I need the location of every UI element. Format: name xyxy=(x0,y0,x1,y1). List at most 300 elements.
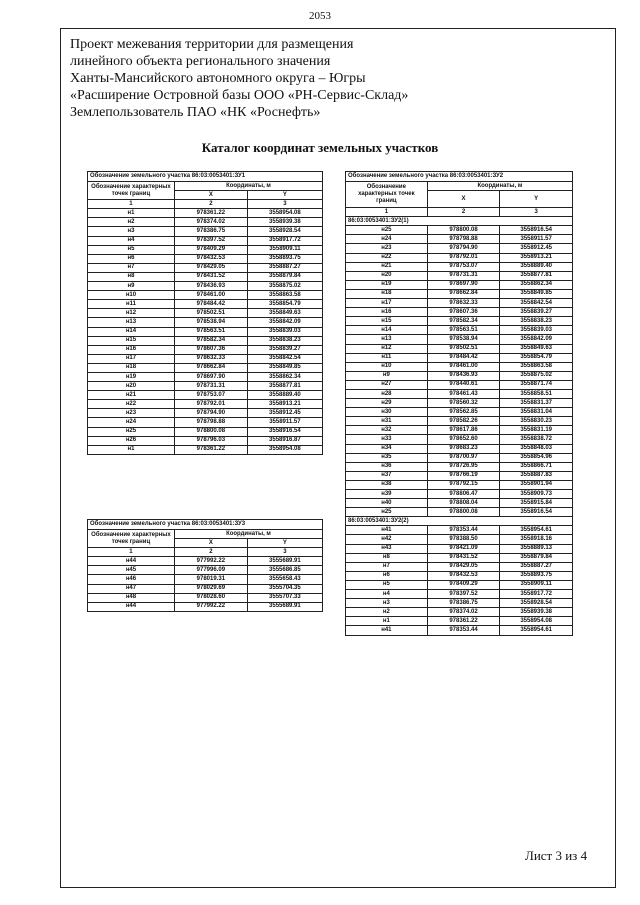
x-coordinate: 978019.31 xyxy=(174,575,247,584)
y-coordinate: 3558879.84 xyxy=(247,272,322,281)
point-label: н26 xyxy=(88,436,175,445)
column-number: 1 xyxy=(88,548,175,557)
point-label: н30 xyxy=(346,408,428,417)
table-row xyxy=(88,272,323,281)
table-row xyxy=(88,345,323,354)
document-header xyxy=(70,36,590,121)
point-label: н25 xyxy=(346,508,428,517)
table-row xyxy=(88,291,323,300)
x-coordinate: 978461.00 xyxy=(174,291,247,300)
point-label: н15 xyxy=(346,317,428,326)
y-coordinate: 3558862.34 xyxy=(500,280,573,289)
point-label: н14 xyxy=(346,326,428,335)
x-coordinate: 977992.22 xyxy=(174,602,247,611)
point-label: н2 xyxy=(346,608,428,617)
point-label: н22 xyxy=(88,400,175,409)
y-coordinate: 3558838.23 xyxy=(247,336,322,345)
y-coordinate: 3558838.72 xyxy=(500,435,573,444)
x-coordinate: 978361.22 xyxy=(174,445,247,454)
x-coordinate: 978562.85 xyxy=(427,408,500,417)
header-line: «Расширение Островной базы ООО «РН-Сервис-Склад» xyxy=(70,88,409,103)
table-row xyxy=(346,608,573,617)
x-coordinate: 978753.07 xyxy=(174,391,247,400)
y-coordinate: 3558887.27 xyxy=(247,263,322,272)
table-row xyxy=(346,426,573,435)
x-coordinate: 977996.09 xyxy=(174,566,247,575)
table-row xyxy=(346,317,573,326)
table-row xyxy=(88,382,323,391)
point-label: н11 xyxy=(88,300,175,309)
y-coordinate: 3558862.34 xyxy=(247,372,322,381)
table-row xyxy=(88,445,323,454)
point-label: н5 xyxy=(346,580,428,589)
table-row xyxy=(88,227,323,236)
y-coordinate: 3558830.23 xyxy=(500,417,573,426)
point-label: н31 xyxy=(346,417,428,426)
x-coordinate: 978431.52 xyxy=(427,553,500,562)
point-label: н6 xyxy=(88,254,175,263)
y-coordinate: 3558928.54 xyxy=(247,227,322,236)
x-coordinate: 978374.02 xyxy=(427,608,500,617)
point-label: н13 xyxy=(88,318,175,327)
header-line: Проект межевания территории для размещения xyxy=(70,37,354,52)
table-row xyxy=(346,553,573,562)
x-coordinate: 978697.90 xyxy=(427,280,500,289)
point-label: н34 xyxy=(346,444,428,453)
x-coordinate: 978726.95 xyxy=(427,462,500,471)
table-row xyxy=(346,435,573,444)
catalog-title: Каталог координат земельных участков xyxy=(201,140,439,155)
y-coordinate: 3558901.94 xyxy=(500,480,573,489)
x-coordinate: 978806.47 xyxy=(427,490,500,499)
header-line: линейного объекта регионального значения xyxy=(70,54,331,69)
y-coordinate: 3558849.63 xyxy=(247,309,322,318)
y-coordinate: 3555707.33 xyxy=(247,593,322,602)
table-row xyxy=(346,253,573,262)
table-row xyxy=(346,626,573,635)
point-label: н29 xyxy=(346,399,428,408)
y-coordinate: 3558875.02 xyxy=(247,282,322,291)
y-coordinate: 3558854.79 xyxy=(500,353,573,362)
table-row xyxy=(88,327,323,336)
table-row xyxy=(88,557,323,566)
x-coordinate: 978440.61 xyxy=(427,380,500,389)
point-label: н24 xyxy=(88,418,175,427)
point-label: н23 xyxy=(346,244,428,253)
point-label: н8 xyxy=(88,272,175,281)
y-coordinate: 3558918.16 xyxy=(500,535,573,544)
point-label: н37 xyxy=(346,471,428,480)
y-coordinate: 3558854.96 xyxy=(500,453,573,462)
table-row xyxy=(346,462,573,471)
point-label: н45 xyxy=(88,566,175,575)
column-number: 1 xyxy=(88,200,175,209)
section-label: 86:03:0053401:ЗУ2(2) xyxy=(346,517,573,526)
table-row xyxy=(346,580,573,589)
y-coordinate: 3558911.57 xyxy=(247,418,322,427)
x-coordinate: 978800.08 xyxy=(174,427,247,436)
point-label: н32 xyxy=(346,426,428,435)
y-coordinate: 3558954.08 xyxy=(247,445,322,454)
y-coordinate: 3558858.51 xyxy=(500,389,573,398)
column-number: 3 xyxy=(500,208,573,217)
y-coordinate: 3558866.71 xyxy=(500,462,573,471)
point-label: н7 xyxy=(346,562,428,571)
y-coordinate: 3558911.57 xyxy=(500,235,573,244)
table-row xyxy=(346,480,573,489)
table-row xyxy=(88,254,323,263)
y-coordinate: 3558877.81 xyxy=(247,382,322,391)
table-row xyxy=(346,271,573,280)
point-label: н1 xyxy=(88,209,175,218)
table-title: Обозначение земельного участка 86:03:0053401:ЗУ2 xyxy=(346,172,573,182)
point-label: н4 xyxy=(88,236,175,245)
point-label: н44 xyxy=(88,602,175,611)
point-label: н10 xyxy=(346,362,428,371)
y-coordinate: 3558917.72 xyxy=(247,236,322,245)
point-column-header: Обозначение характерных точек границ xyxy=(88,182,175,200)
x-coordinate: 978794.90 xyxy=(174,409,247,418)
point-label: н1 xyxy=(346,617,428,626)
x-coordinate: 978731.31 xyxy=(174,382,247,391)
coordinates-column-header: Координаты, м xyxy=(174,530,322,539)
point-label: н11 xyxy=(346,353,428,362)
point-label: н3 xyxy=(346,599,428,608)
y-coordinate: 3558879.84 xyxy=(500,553,573,562)
table-row xyxy=(346,226,573,235)
sheet-number: Лист 3 из 4 xyxy=(525,848,588,863)
point-label: н23 xyxy=(88,409,175,418)
coordinates-table-zu3 xyxy=(87,519,323,612)
y-column-header: Y xyxy=(500,191,573,208)
x-coordinate: 978766.19 xyxy=(427,471,500,480)
point-label: н38 xyxy=(346,480,428,489)
point-label: н25 xyxy=(346,226,428,235)
table-row xyxy=(346,344,573,353)
table-row xyxy=(346,371,573,380)
point-label: н33 xyxy=(346,435,428,444)
x-coordinate: 978632.33 xyxy=(174,354,247,363)
y-coordinate: 3558831.04 xyxy=(500,408,573,417)
column-number: 1 xyxy=(346,208,428,217)
point-label: н16 xyxy=(88,345,175,354)
point-label: н41 xyxy=(346,626,428,635)
y-coordinate: 3558871.74 xyxy=(500,380,573,389)
x-coordinate: 978353.44 xyxy=(427,526,500,535)
y-coordinate: 3558916.54 xyxy=(247,427,322,436)
y-coordinate: 3558875.02 xyxy=(500,371,573,380)
table-row xyxy=(346,308,573,317)
x-coordinate: 978502.51 xyxy=(427,344,500,353)
y-coordinate: 3558863.58 xyxy=(500,362,573,371)
column-number: 2 xyxy=(427,208,500,217)
y-coordinate: 3558954.61 xyxy=(500,526,573,535)
point-label: н12 xyxy=(88,309,175,318)
x-coordinate: 978617.86 xyxy=(427,426,500,435)
x-coordinate: 978361.22 xyxy=(427,617,500,626)
column-number: 2 xyxy=(174,548,247,557)
y-coordinate: 3558842.09 xyxy=(247,318,322,327)
table-row xyxy=(88,263,323,272)
table-row xyxy=(88,602,323,611)
x-coordinate: 978662.84 xyxy=(174,363,247,372)
x-coordinate: 978800.08 xyxy=(427,508,500,517)
table-row xyxy=(346,280,573,289)
y-coordinate: 3558839.27 xyxy=(500,308,573,317)
x-coordinate: 978432.53 xyxy=(427,571,500,580)
table-header-row xyxy=(88,182,323,191)
column-number: 3 xyxy=(247,200,322,209)
coordinates-column-header: Координаты, м xyxy=(427,182,572,191)
y-coordinate: 3558849.85 xyxy=(500,289,573,298)
x-coordinate: 978632.33 xyxy=(427,299,500,308)
y-coordinate: 3555686.85 xyxy=(247,566,322,575)
table-row xyxy=(346,289,573,298)
x-coordinate: 978429.05 xyxy=(174,263,247,272)
point-label: н22 xyxy=(346,253,428,262)
point-label: н7 xyxy=(88,263,175,272)
x-coordinate: 978538.94 xyxy=(174,318,247,327)
x-coordinate: 978582.26 xyxy=(427,417,500,426)
y-coordinate: 3558842.54 xyxy=(247,354,322,363)
y-coordinate: 3558928.54 xyxy=(500,599,573,608)
x-coordinate: 978502.51 xyxy=(174,309,247,318)
table-row xyxy=(346,389,573,398)
header-line: Ханты-Мансийского автономного округа – Югры xyxy=(70,71,366,86)
column-number: 3 xyxy=(247,548,322,557)
y-coordinate: 3558909.11 xyxy=(247,245,322,254)
y-coordinate: 3558839.27 xyxy=(247,345,322,354)
table-row xyxy=(346,353,573,362)
x-coordinate: 978538.94 xyxy=(427,335,500,344)
x-coordinate: 978652.60 xyxy=(427,435,500,444)
point-label: н46 xyxy=(88,575,175,584)
x-coordinate: 978397.52 xyxy=(174,236,247,245)
table-row xyxy=(346,490,573,499)
table-row xyxy=(346,408,573,417)
table-row xyxy=(346,544,573,553)
x-coordinate: 978794.90 xyxy=(427,244,500,253)
table-row xyxy=(88,309,323,318)
y-coordinate: 3558842.09 xyxy=(500,335,573,344)
table-row xyxy=(88,400,323,409)
table-row xyxy=(88,584,323,593)
x-coordinate: 978808.04 xyxy=(427,499,500,508)
table-row xyxy=(346,299,573,308)
x-coordinate: 978386.75 xyxy=(427,599,500,608)
point-label: н17 xyxy=(346,299,428,308)
y-coordinate: 3558939.38 xyxy=(247,218,322,227)
x-coordinate: 978386.75 xyxy=(174,227,247,236)
y-coordinate: 3558909.73 xyxy=(500,490,573,499)
x-coordinate: 978397.52 xyxy=(427,590,500,599)
table-row xyxy=(88,354,323,363)
point-label: н4 xyxy=(346,590,428,599)
table-row xyxy=(346,617,573,626)
point-label: н16 xyxy=(346,308,428,317)
table-row xyxy=(346,590,573,599)
table-row xyxy=(88,575,323,584)
table-title: Обозначение земельного участка 86:03:0053401:ЗУ3 xyxy=(88,520,323,530)
x-coordinate: 978409.29 xyxy=(174,245,247,254)
point-label: н24 xyxy=(346,235,428,244)
y-coordinate: 3558849.63 xyxy=(500,344,573,353)
point-label: н9 xyxy=(346,371,428,380)
table-row xyxy=(346,399,573,408)
page-number: 2053 xyxy=(309,10,331,22)
point-label: н42 xyxy=(346,535,428,544)
point-label: н14 xyxy=(88,327,175,336)
point-label: н25 xyxy=(88,427,175,436)
section-label: 86:03:0053401:ЗУ2(1) xyxy=(346,217,573,226)
x-coordinate: 978796.03 xyxy=(174,436,247,445)
point-label: н18 xyxy=(346,289,428,298)
x-coordinate: 978697.90 xyxy=(174,372,247,381)
x-coordinate: 978432.53 xyxy=(174,254,247,263)
y-coordinate: 3558893.75 xyxy=(247,254,322,263)
point-label: н20 xyxy=(346,271,428,280)
table-row xyxy=(346,380,573,389)
point-label: н12 xyxy=(346,344,428,353)
point-label: н20 xyxy=(88,382,175,391)
x-coordinate: 978029.69 xyxy=(174,584,247,593)
table-row xyxy=(88,427,323,436)
y-coordinate: 3558913.21 xyxy=(500,253,573,262)
x-coordinate: 978374.02 xyxy=(174,218,247,227)
table-row xyxy=(346,244,573,253)
x-coordinate: 978662.84 xyxy=(427,289,500,298)
point-label: н21 xyxy=(346,262,428,271)
table-row xyxy=(346,571,573,580)
point-label: н19 xyxy=(88,372,175,381)
point-label: н15 xyxy=(88,336,175,345)
y-coordinate: 3558877.81 xyxy=(500,271,573,280)
header-line: Землепользователь ПАО «НК «Роснефть» xyxy=(70,105,321,120)
y-coordinate: 3558887.27 xyxy=(500,562,573,571)
y-column-header: Y xyxy=(247,539,322,548)
x-coordinate: 978753.07 xyxy=(427,262,500,271)
y-coordinate: 3558854.79 xyxy=(247,300,322,309)
y-coordinate: 3558887.83 xyxy=(500,471,573,480)
column-number-row xyxy=(346,208,573,217)
x-coordinate: 978607.36 xyxy=(174,345,247,354)
point-label: н36 xyxy=(346,462,428,471)
column-number: 2 xyxy=(174,200,247,209)
point-label: н6 xyxy=(346,571,428,580)
table-row xyxy=(346,453,573,462)
y-coordinate: 3558915.84 xyxy=(500,499,573,508)
point-label: н1 xyxy=(88,445,175,454)
table-row xyxy=(346,562,573,571)
table-row xyxy=(88,363,323,372)
point-label: н40 xyxy=(346,499,428,508)
table-header-row xyxy=(346,182,573,191)
x-coordinate: 977992.22 xyxy=(174,557,247,566)
x-coordinate: 978388.50 xyxy=(427,535,500,544)
x-coordinate: 978436.93 xyxy=(174,282,247,291)
table-row xyxy=(346,235,573,244)
x-coordinate: 978484.42 xyxy=(427,353,500,362)
x-column-header: X xyxy=(174,191,247,200)
x-coordinate: 978563.51 xyxy=(427,326,500,335)
coordinates-table-zu1 xyxy=(87,171,323,455)
y-coordinate: 3558838.23 xyxy=(500,317,573,326)
y-coordinate: 3558912.45 xyxy=(247,409,322,418)
point-label: н43 xyxy=(346,544,428,553)
x-coordinate: 978582.34 xyxy=(427,317,500,326)
x-coordinate: 978028.60 xyxy=(174,593,247,602)
point-label: н47 xyxy=(88,584,175,593)
y-coordinate: 3558912.45 xyxy=(500,244,573,253)
y-coordinate: 3555689.91 xyxy=(247,602,322,611)
point-column-header: Обозначение характерных точек границ xyxy=(88,530,175,548)
x-coordinate: 978731.31 xyxy=(427,271,500,280)
x-coordinate: 978484.42 xyxy=(174,300,247,309)
coordinates-column-header: Координаты, м xyxy=(174,182,322,191)
table-row xyxy=(346,362,573,371)
table-row xyxy=(88,300,323,309)
table-row xyxy=(88,372,323,381)
y-coordinate: 3558913.21 xyxy=(247,400,322,409)
y-coordinate: 3558842.54 xyxy=(500,299,573,308)
table-header-row xyxy=(88,530,323,539)
x-coordinate: 978563.51 xyxy=(174,327,247,336)
table-row xyxy=(346,508,573,517)
x-coordinate: 978353.44 xyxy=(427,626,500,635)
y-coordinate: 3558954.08 xyxy=(500,617,573,626)
point-label: н9 xyxy=(88,282,175,291)
y-coordinate: 3558848.03 xyxy=(500,444,573,453)
point-label: н8 xyxy=(346,553,428,562)
table-row xyxy=(346,535,573,544)
table-row xyxy=(346,444,573,453)
point-label: н41 xyxy=(346,526,428,535)
y-coordinate: 3558849.85 xyxy=(247,363,322,372)
table-row xyxy=(88,318,323,327)
y-coordinate: 3558839.03 xyxy=(247,327,322,336)
y-coordinate: 3558863.58 xyxy=(247,291,322,300)
y-coordinate: 3558893.75 xyxy=(500,571,573,580)
x-coordinate: 978436.93 xyxy=(427,371,500,380)
y-coordinate: 3558889.13 xyxy=(500,544,573,553)
column-number-row xyxy=(88,200,323,209)
table-row xyxy=(346,499,573,508)
section-row xyxy=(346,517,573,526)
y-coordinate: 3555689.91 xyxy=(247,557,322,566)
table-row xyxy=(346,335,573,344)
table-row xyxy=(88,218,323,227)
table-title: Обозначение земельного участка 86:03:0053401:ЗУ1 xyxy=(88,172,323,182)
table-row xyxy=(88,391,323,400)
point-label: н28 xyxy=(346,389,428,398)
x-coordinate: 978421.09 xyxy=(427,544,500,553)
y-coordinate: 3558916.54 xyxy=(500,508,573,517)
y-coordinate: 3555658.43 xyxy=(247,575,322,584)
y-coordinate: 3558889.40 xyxy=(247,391,322,400)
y-coordinate: 3558954.61 xyxy=(500,626,573,635)
table-row xyxy=(88,336,323,345)
x-coordinate: 978409.29 xyxy=(427,580,500,589)
x-coordinate: 978461.00 xyxy=(427,362,500,371)
y-column-header: Y xyxy=(247,191,322,200)
point-label: н39 xyxy=(346,490,428,499)
x-coordinate: 978792.01 xyxy=(427,253,500,262)
table-row xyxy=(346,526,573,535)
x-coordinate: 978607.36 xyxy=(427,308,500,317)
table-row xyxy=(346,471,573,480)
table-row xyxy=(88,436,323,445)
point-label: н17 xyxy=(88,354,175,363)
